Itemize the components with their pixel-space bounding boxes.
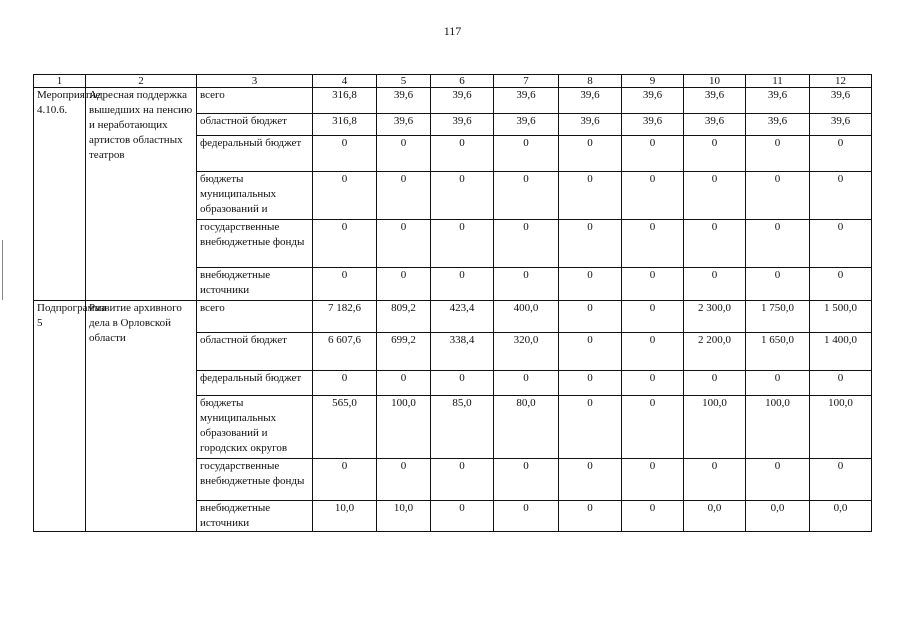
amount-cell: 0	[810, 172, 872, 220]
amount-cell: 0	[559, 396, 622, 459]
amount-cell: 316,8	[313, 88, 377, 114]
amount-cell: 0	[746, 220, 810, 268]
amount-cell: 0	[684, 172, 746, 220]
amount-cell: 80,0	[494, 396, 559, 459]
amount-cell: 0	[622, 333, 684, 371]
amount-cell: 0	[559, 459, 622, 501]
amount-cell: 39,6	[494, 114, 559, 136]
amount-cell: 39,6	[494, 88, 559, 114]
amount-cell: 0	[494, 220, 559, 268]
amount-cell: 0	[494, 459, 559, 501]
funding-source: федеральный бюджет	[197, 371, 313, 396]
amount-cell: 0	[494, 136, 559, 172]
amount-cell: 100,0	[684, 396, 746, 459]
funding-source: внебюджетные источники	[197, 268, 313, 301]
amount-cell: 0	[622, 268, 684, 301]
column-number: 1	[34, 75, 86, 88]
amount-cell: 0	[559, 172, 622, 220]
amount-cell: 400,0	[494, 301, 559, 333]
amount-cell: 39,6	[684, 88, 746, 114]
amount-cell: 0	[431, 136, 494, 172]
column-number: 7	[494, 75, 559, 88]
page-number: 117	[443, 24, 462, 38]
amount-cell: 0	[622, 459, 684, 501]
amount-cell: 809,2	[377, 301, 431, 333]
amount-cell: 699,2	[377, 333, 431, 371]
amount-cell: 0	[377, 172, 431, 220]
column-number: 2	[86, 75, 197, 88]
amount-cell: 0	[313, 220, 377, 268]
table-row	[34, 88, 872, 114]
column-number: 11	[746, 75, 810, 88]
amount-cell: 0	[622, 172, 684, 220]
amount-cell: 338,4	[431, 333, 494, 371]
amount-cell: 39,6	[684, 114, 746, 136]
measure-code: Мероприятие 4.10.6.	[34, 88, 86, 301]
column-number: 9	[622, 75, 684, 88]
column-number: 6	[431, 75, 494, 88]
amount-cell: 100,0	[810, 396, 872, 459]
funding-source: федеральный бюджет	[197, 136, 313, 172]
amount-cell: 10,0	[377, 501, 431, 532]
amount-cell: 39,6	[431, 114, 494, 136]
amount-cell: 320,0	[494, 333, 559, 371]
amount-cell: 7 182,6	[313, 301, 377, 333]
amount-cell: 2 200,0	[684, 333, 746, 371]
amount-cell: 0	[684, 220, 746, 268]
measure-name: Развитие архивного дела в Орловской области	[86, 301, 197, 532]
amount-cell: 0	[313, 268, 377, 301]
amount-cell: 0	[494, 501, 559, 532]
amount-cell: 0	[746, 459, 810, 501]
amount-cell: 0	[494, 172, 559, 220]
amount-cell: 39,6	[559, 114, 622, 136]
amount-cell: 0	[746, 268, 810, 301]
amount-cell: 0	[746, 371, 810, 396]
amount-cell: 0	[746, 172, 810, 220]
funding-source: государственные внебюджетные фонды	[197, 220, 313, 268]
amount-cell: 0	[810, 136, 872, 172]
amount-cell: 0	[313, 459, 377, 501]
funding-source: государственные внебюджетные фонды	[197, 459, 313, 501]
funding-source: областной бюджет	[197, 333, 313, 371]
amount-cell: 0	[313, 371, 377, 396]
funding-source: всего	[197, 88, 313, 114]
funding-source: областной бюджет	[197, 114, 313, 136]
amount-cell: 0	[559, 371, 622, 396]
column-number: 4	[313, 75, 377, 88]
amount-cell: 10,0	[313, 501, 377, 532]
amount-cell: 39,6	[377, 114, 431, 136]
amount-cell: 0	[684, 268, 746, 301]
amount-cell: 0	[622, 501, 684, 532]
amount-cell: 0	[684, 459, 746, 501]
amount-cell: 0,0	[684, 501, 746, 532]
measure-name: Адресная поддержка вышедших на пенсию и неработающих артистов областных театров	[86, 88, 197, 301]
amount-cell: 0	[684, 136, 746, 172]
amount-cell: 0,0	[810, 501, 872, 532]
amount-cell: 0	[810, 220, 872, 268]
amount-cell: 0	[494, 268, 559, 301]
amount-cell: 0	[377, 136, 431, 172]
amount-cell: 0	[494, 371, 559, 396]
amount-cell: 0	[431, 268, 494, 301]
amount-cell: 423,4	[431, 301, 494, 333]
amount-cell: 0	[622, 396, 684, 459]
amount-cell: 1 750,0	[746, 301, 810, 333]
column-number: 8	[559, 75, 622, 88]
amount-cell: 316,8	[313, 114, 377, 136]
column-number: 5	[377, 75, 431, 88]
amount-cell: 1 400,0	[810, 333, 872, 371]
amount-cell: 0	[313, 172, 377, 220]
amount-cell: 0	[622, 371, 684, 396]
funding-source: бюджеты муниципальных образований и	[197, 172, 313, 220]
amount-cell: 0	[746, 136, 810, 172]
amount-cell: 0	[377, 220, 431, 268]
amount-cell: 0	[559, 136, 622, 172]
amount-cell: 0	[559, 220, 622, 268]
amount-cell: 39,6	[746, 88, 810, 114]
amount-cell: 0	[431, 371, 494, 396]
amount-cell: 100,0	[746, 396, 810, 459]
amount-cell: 100,0	[377, 396, 431, 459]
measure-code: Подпрограмма 5	[34, 301, 86, 532]
column-number: 10	[684, 75, 746, 88]
amount-cell: 39,6	[746, 114, 810, 136]
amount-cell: 565,0	[313, 396, 377, 459]
table-row	[34, 301, 872, 333]
amount-cell: 39,6	[377, 88, 431, 114]
amount-cell: 0	[431, 220, 494, 268]
amount-cell: 39,6	[622, 88, 684, 114]
funding-source: всего	[197, 301, 313, 333]
amount-cell: 0	[559, 268, 622, 301]
amount-cell: 0,0	[746, 501, 810, 532]
amount-cell: 2 300,0	[684, 301, 746, 333]
amount-cell: 0	[622, 301, 684, 333]
amount-cell: 0	[377, 459, 431, 501]
amount-cell: 0	[431, 459, 494, 501]
funding-source: бюджеты муниципальных образований и городских округов	[197, 396, 313, 459]
column-number: 12	[810, 75, 872, 88]
amount-cell: 39,6	[431, 88, 494, 114]
amount-cell: 0	[431, 501, 494, 532]
funding-source: внебюджетные источники	[197, 501, 313, 532]
amount-cell: 0	[810, 371, 872, 396]
column-number: 3	[197, 75, 313, 88]
amount-cell: 0	[684, 371, 746, 396]
scan-edge-line	[2, 240, 3, 300]
amount-cell: 0	[559, 501, 622, 532]
amount-cell: 0	[810, 268, 872, 301]
amount-cell: 0	[810, 459, 872, 501]
amount-cell: 85,0	[431, 396, 494, 459]
amount-cell: 0	[622, 136, 684, 172]
column-number-row	[34, 75, 872, 88]
amount-cell: 39,6	[622, 114, 684, 136]
amount-cell: 0	[377, 268, 431, 301]
budget-table	[33, 74, 872, 532]
amount-cell: 6 607,6	[313, 333, 377, 371]
amount-cell: 0	[313, 136, 377, 172]
amount-cell: 39,6	[810, 114, 872, 136]
amount-cell: 0	[377, 371, 431, 396]
amount-cell: 39,6	[810, 88, 872, 114]
amount-cell: 0	[559, 301, 622, 333]
amount-cell: 0	[559, 333, 622, 371]
amount-cell: 0	[622, 220, 684, 268]
amount-cell: 0	[431, 172, 494, 220]
amount-cell: 1 500,0	[810, 301, 872, 333]
amount-cell: 39,6	[559, 88, 622, 114]
amount-cell: 1 650,0	[746, 333, 810, 371]
